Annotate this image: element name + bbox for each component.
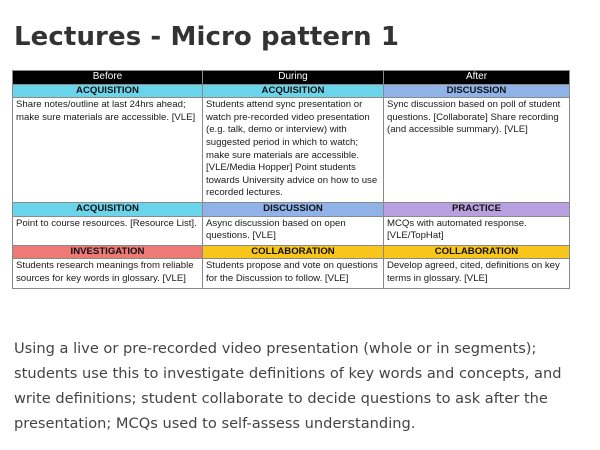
activity-label: ACQUISITION	[203, 84, 384, 98]
table-row	[13, 98, 570, 203]
activity-label: COLLABORATION	[203, 245, 384, 259]
activity-label: ACQUISITION	[13, 202, 203, 216]
column-header-after: After	[384, 71, 570, 85]
column-header-before: Before	[13, 71, 203, 85]
label-row	[13, 84, 570, 98]
pattern-description: Using a live or pre-recorded video presentation (whole or in segments); students use this to investigate definitions of key words and concepts, and write definitions; student collaborate to decide questions to ask after the presentation; MCQs used to self-assess understanding.	[14, 340, 562, 432]
table-row	[13, 216, 570, 245]
table-row	[13, 259, 570, 288]
activity-label: COLLABORATION	[384, 245, 570, 259]
table-cell: Sync discussion based on poll of student questions. [Collaborate] Share recording (and accessible summary). [VLE]	[384, 98, 570, 203]
activity-label: PRACTICE	[384, 202, 570, 216]
label-row	[13, 202, 570, 216]
table-cell: Students attend sync presentation or watch pre-recorded video presentation (e.g. talk, demo or interview) with suggested period in which to watch; make sure materials are accessible. [VLE/Media Hopper] Point students towards University advice on how to use recorded lectures.	[203, 98, 384, 203]
activity-label: ACQUISITION	[13, 84, 203, 98]
column-header-during: During	[203, 71, 384, 85]
page-title: Lectures - Micro pattern 1	[14, 22, 400, 52]
table-cell: Async discussion based on open questions. [VLE]	[203, 216, 384, 245]
activity-label: INVESTIGATION	[13, 245, 203, 259]
activity-label: DISCUSSION	[384, 84, 570, 98]
table-cell: MCQs with automated response. [VLE/TopHat]	[384, 216, 570, 245]
table-cell: Students propose and vote on questions for the Discussion to follow. [VLE]	[203, 259, 384, 288]
table-cell: Point to course resources. [Resource List].	[13, 216, 203, 245]
table-cell: Share notes/outline at last 24hrs ahead; make sure materials are accessible. [VLE]	[13, 98, 203, 203]
micro-pattern-table	[12, 70, 570, 289]
label-row	[13, 245, 570, 259]
table-cell: Students research meanings from reliable sources for key words in glossary. [VLE]	[13, 259, 203, 288]
activity-label: DISCUSSION	[203, 202, 384, 216]
table-header-row	[13, 71, 570, 85]
table-cell: Develop agreed, cited, definitions on key terms in glossary. [VLE]	[384, 259, 570, 288]
